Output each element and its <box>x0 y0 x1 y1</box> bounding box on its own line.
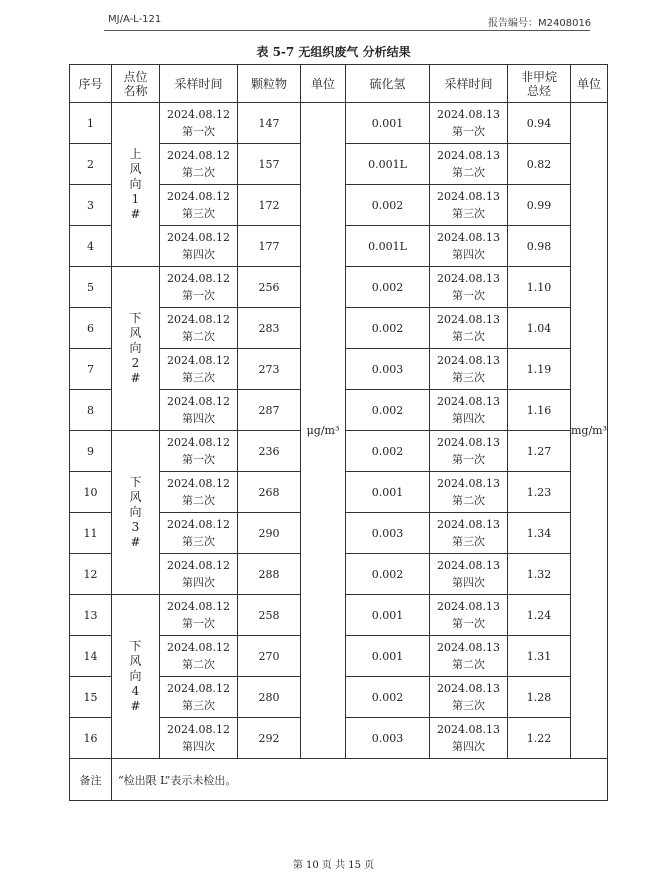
h2s-cell: 0.002 <box>346 267 430 308</box>
nmhc-cell: 0.99 <box>508 185 571 226</box>
nmhc-cell: 0.94 <box>508 103 571 144</box>
h2s-cell: 0.002 <box>346 390 430 431</box>
sampling-time-1-cell: 2024.08.12 第三次 <box>160 349 238 390</box>
nmhc-cell: 1.32 <box>508 554 571 595</box>
sampling-time-1-cell: 2024.08.12 第二次 <box>160 308 238 349</box>
particulate-cell: 236 <box>238 431 301 472</box>
seq-cell: 13 <box>70 595 112 636</box>
col-header-unit1: 单位 <box>301 65 346 103</box>
col-header-time2: 采样时间 <box>430 65 508 103</box>
seq-cell: 8 <box>70 390 112 431</box>
location-cell <box>112 267 160 431</box>
location-cell <box>112 595 160 759</box>
sampling-time-1-cell: 2024.08.12 第四次 <box>160 718 238 759</box>
sampling-time-2-cell: 2024.08.13 第二次 <box>430 636 508 677</box>
particulate-cell: 270 <box>238 636 301 677</box>
seq-cell: 5 <box>70 267 112 308</box>
particulate-cell: 157 <box>238 144 301 185</box>
location-label: 上风向1# <box>129 147 142 221</box>
sampling-time-2-cell: 2024.08.13 第四次 <box>430 554 508 595</box>
particulate-cell: 258 <box>238 595 301 636</box>
sampling-time-2-cell: 2024.08.13 第一次 <box>430 431 508 472</box>
location-cell <box>112 431 160 595</box>
sampling-time-1-cell: 2024.08.12 第三次 <box>160 677 238 718</box>
nmhc-cell: 1.34 <box>508 513 571 554</box>
particulate-cell: 147 <box>238 103 301 144</box>
seq-cell: 3 <box>70 185 112 226</box>
nmhc-cell: 1.28 <box>508 677 571 718</box>
particulate-cell: 287 <box>238 390 301 431</box>
nmhc-cell: 0.82 <box>508 144 571 185</box>
particulate-cell: 292 <box>238 718 301 759</box>
h2s-cell: 0.001 <box>346 472 430 513</box>
sampling-time-1-cell: 2024.08.12 第二次 <box>160 472 238 513</box>
sampling-time-2-cell: 2024.08.13 第三次 <box>430 185 508 226</box>
seq-cell: 16 <box>70 718 112 759</box>
page-number: 第 10 页 共 15 页 <box>292 860 375 871</box>
sampling-time-2-cell: 2024.08.13 第二次 <box>430 472 508 513</box>
sampling-time-2-cell: 2024.08.13 第一次 <box>430 267 508 308</box>
sampling-time-2-cell: 2024.08.13 第二次 <box>430 308 508 349</box>
h2s-cell: 0.003 <box>346 718 430 759</box>
col-header-seq: 序号 <box>70 65 112 103</box>
sampling-time-1-cell: 2024.08.12 第二次 <box>160 144 238 185</box>
col-header-particulate: 颗粒物 <box>238 65 301 103</box>
col-header-time1: 采样时间 <box>160 65 238 103</box>
nmhc-cell: 0.98 <box>508 226 571 267</box>
sampling-time-2-cell: 2024.08.13 第三次 <box>430 677 508 718</box>
nmhc-cell: 1.23 <box>508 472 571 513</box>
seq-cell: 12 <box>70 554 112 595</box>
document-code: MJ/A-L-121 <box>108 14 162 25</box>
sampling-time-1-cell: 2024.08.12 第一次 <box>160 267 238 308</box>
location-label: 下风向4# <box>129 639 142 713</box>
nmhc-cell: 1.27 <box>508 431 571 472</box>
col-header-unit2: 单位 <box>571 65 608 103</box>
particulate-cell: 268 <box>238 472 301 513</box>
particulate-cell: 273 <box>238 349 301 390</box>
h2s-cell: 0.001L <box>346 226 430 267</box>
table-row <box>70 103 608 144</box>
sampling-time-2-cell: 2024.08.13 第四次 <box>430 718 508 759</box>
sampling-time-1-cell: 2024.08.12 第四次 <box>160 554 238 595</box>
sampling-time-2-cell: 2024.08.13 第一次 <box>430 595 508 636</box>
h2s-cell: 0.001L <box>346 144 430 185</box>
h2s-cell: 0.002 <box>346 431 430 472</box>
seq-cell: 2 <box>70 144 112 185</box>
seq-cell: 11 <box>70 513 112 554</box>
results-table <box>69 64 608 801</box>
seq-cell: 6 <box>70 308 112 349</box>
sampling-time-2-cell: 2024.08.13 第三次 <box>430 349 508 390</box>
seq-cell: 15 <box>70 677 112 718</box>
seq-cell: 10 <box>70 472 112 513</box>
h2s-cell: 0.002 <box>346 677 430 718</box>
note-text: “检出限 L”表示未检出。 <box>112 759 608 801</box>
nmhc-cell: 1.04 <box>508 308 571 349</box>
sampling-time-2-cell: 2024.08.13 第三次 <box>430 513 508 554</box>
h2s-cell: 0.002 <box>346 308 430 349</box>
sampling-time-1-cell: 2024.08.12 第四次 <box>160 226 238 267</box>
h2s-cell: 0.002 <box>346 185 430 226</box>
particulate-cell: 280 <box>238 677 301 718</box>
sampling-time-1-cell: 2024.08.12 第四次 <box>160 390 238 431</box>
col-header-h2s: 硫化氢 <box>346 65 430 103</box>
h2s-cell: 0.001 <box>346 595 430 636</box>
h2s-cell: 0.001 <box>346 636 430 677</box>
header-divider <box>104 30 590 31</box>
sampling-time-1-cell: 2024.08.12 第一次 <box>160 595 238 636</box>
nmhc-cell: 1.19 <box>508 349 571 390</box>
seq-cell: 7 <box>70 349 112 390</box>
sampling-time-2-cell: 2024.08.13 第四次 <box>430 390 508 431</box>
particulate-cell: 290 <box>238 513 301 554</box>
header-row <box>70 65 608 103</box>
table-body <box>70 103 608 801</box>
sampling-time-1-cell: 2024.08.12 第三次 <box>160 513 238 554</box>
nmhc-cell: 1.10 <box>508 267 571 308</box>
note-row <box>70 759 608 801</box>
col-header-location: 点位名称 <box>112 65 160 103</box>
col-header-nmhc: 非甲烷总烃 <box>508 65 571 103</box>
sampling-time-1-cell: 2024.08.12 第二次 <box>160 636 238 677</box>
location-label: 下风向2# <box>129 311 142 385</box>
h2s-cell: 0.002 <box>346 554 430 595</box>
h2s-cell: 0.001 <box>346 103 430 144</box>
particulate-cell: 172 <box>238 185 301 226</box>
nmhc-cell: 1.16 <box>508 390 571 431</box>
sampling-time-1-cell: 2024.08.12 第一次 <box>160 103 238 144</box>
unit-2-cell: mg/m³ <box>571 103 608 759</box>
location-label: 下风向3# <box>129 475 142 549</box>
seq-cell: 9 <box>70 431 112 472</box>
particulate-cell: 177 <box>238 226 301 267</box>
particulate-cell: 288 <box>238 554 301 595</box>
note-label: 备注 <box>70 759 112 801</box>
h2s-cell: 0.003 <box>346 513 430 554</box>
sampling-time-1-cell: 2024.08.12 第一次 <box>160 431 238 472</box>
h2s-cell: 0.003 <box>346 349 430 390</box>
table-title: 表 5-7 无组织废气 分析结果 <box>256 45 411 59</box>
particulate-cell: 256 <box>238 267 301 308</box>
sampling-time-1-cell: 2024.08.12 第三次 <box>160 185 238 226</box>
unit-1-cell: μg/m³ <box>301 103 346 759</box>
seq-cell: 1 <box>70 103 112 144</box>
seq-cell: 4 <box>70 226 112 267</box>
sampling-time-2-cell: 2024.08.13 第一次 <box>430 103 508 144</box>
particulate-cell: 283 <box>238 308 301 349</box>
nmhc-cell: 1.31 <box>508 636 571 677</box>
sampling-time-2-cell: 2024.08.13 第二次 <box>430 144 508 185</box>
sampling-time-2-cell: 2024.08.13 第四次 <box>430 226 508 267</box>
seq-cell: 14 <box>70 636 112 677</box>
location-cell <box>112 103 160 267</box>
report-number: 报告编号：M2408016 <box>488 18 592 29</box>
nmhc-cell: 1.24 <box>508 595 571 636</box>
nmhc-cell: 1.22 <box>508 718 571 759</box>
